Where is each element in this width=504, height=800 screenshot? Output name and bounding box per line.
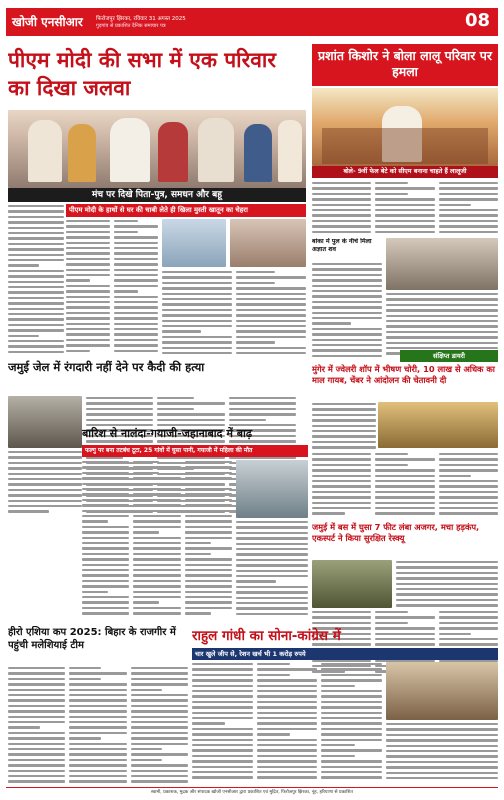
page-number: 08 (464, 10, 490, 31)
story7-headline: जमुई में बस में घुसा 7 फीट लंबा अजगर, मचा हड़कंप, एकस्पर्ट ने किया सुरक्षित रेस्क्यू (312, 522, 480, 543)
story1-body-right (162, 270, 306, 356)
banka-photo (386, 238, 498, 290)
prashant-kishor-rally-photo (312, 88, 498, 166)
handover-photo (162, 219, 226, 267)
beneficiary-photo (230, 219, 306, 267)
story2-headline: प्रशांत किशोर ने बोला लालू परिवार पर हमला (312, 44, 498, 86)
story1-body-middle (66, 219, 158, 355)
story8-body (8, 666, 188, 784)
story4-headline: मुंगेर में ज्वेलरी शॉप में भीषण चोरी, 10 लाख से अधिक का माल गायब, चेंबर ने आंदोलन की चेतावनी दी (312, 364, 495, 385)
story1-headline: पीएम मोदी की सभा में एक परिवार का दिखा जलवा (8, 48, 276, 100)
story3-body (312, 262, 382, 358)
story9-headline: राहुल गांधी का सोना-कांग्रेस में (192, 628, 341, 644)
story6-body (82, 460, 232, 620)
story4-body (312, 452, 498, 518)
story6-banner: फल्गु पर बना तटबंध टूटा, 25 गांवों में घुसा पानी, गयाजी में महिला की मौत (82, 445, 308, 457)
jail-photo (8, 396, 82, 448)
story6-body-right (236, 520, 308, 620)
flood-photo (236, 460, 308, 518)
story1-banner: मंच पर दिखे पिता-पुत्र, समधन और बहू (8, 188, 306, 202)
story4-badge: संक्षिप्त डायरी (400, 350, 498, 362)
story8-headline: हीरो एशिया कप 2025: बिहार के राजगीर में पहुंची मलेशियाई टीम (8, 627, 176, 651)
footer-imprint: स्वामी, प्रकाशक, मुद्रक और संपादक खोजी एनसीआर द्वारा प्रकाशित एवं मुद्रित, फिरोजपुर झिरका, नूंह, हरियाणा से प्रकाशित (6, 787, 498, 797)
rahul-gandhi-rally-photo (386, 662, 498, 720)
story9-body-right (386, 722, 498, 784)
story2-body (312, 181, 498, 235)
rally-stage-photo (8, 110, 306, 188)
masthead-logo: खोजी एनसीआर (12, 15, 83, 29)
story3-body-right (386, 292, 498, 358)
story9-body (192, 662, 382, 784)
story6-headline: बारिश से नालंदा-गयाजी-जहानाबाद में बाढ़ (82, 427, 253, 440)
story1-subbanner: पीएम मोदी के हाथों से घर की चाबी लेते ही खिला मुस्ती खातून का चेहरा (66, 204, 306, 217)
story5-body-left (8, 450, 82, 514)
jewellery-shop-photo (378, 402, 498, 448)
masthead-date: फिरोजपुर झिरका, रविवार 31 अगस्त 2025 (96, 16, 186, 22)
story9-subheadline: चार खुले जीप से, रेशन खर्च भी 1 करोड़ रुपये (192, 648, 498, 660)
story2-banner: बोले- 9वीं फेल बेटे को सीएम बनाना चाहते हैं लालूजी (312, 166, 498, 178)
story5-headline: जमुई जेल में रंगदारी नहीं देने पर कैदी की हत्या (8, 360, 205, 374)
story3-headline: बांका में पुल के नीचे मिला अज्ञात शव (312, 238, 372, 253)
story4-body-left (312, 402, 376, 450)
python-photo (312, 560, 392, 608)
masthead-sub: गुड़गांव से प्रकाशित दैनिक समाचार पत्र (96, 23, 166, 29)
story1-body-left (8, 204, 64, 354)
masthead (6, 8, 498, 36)
story7-body-left (396, 560, 498, 608)
